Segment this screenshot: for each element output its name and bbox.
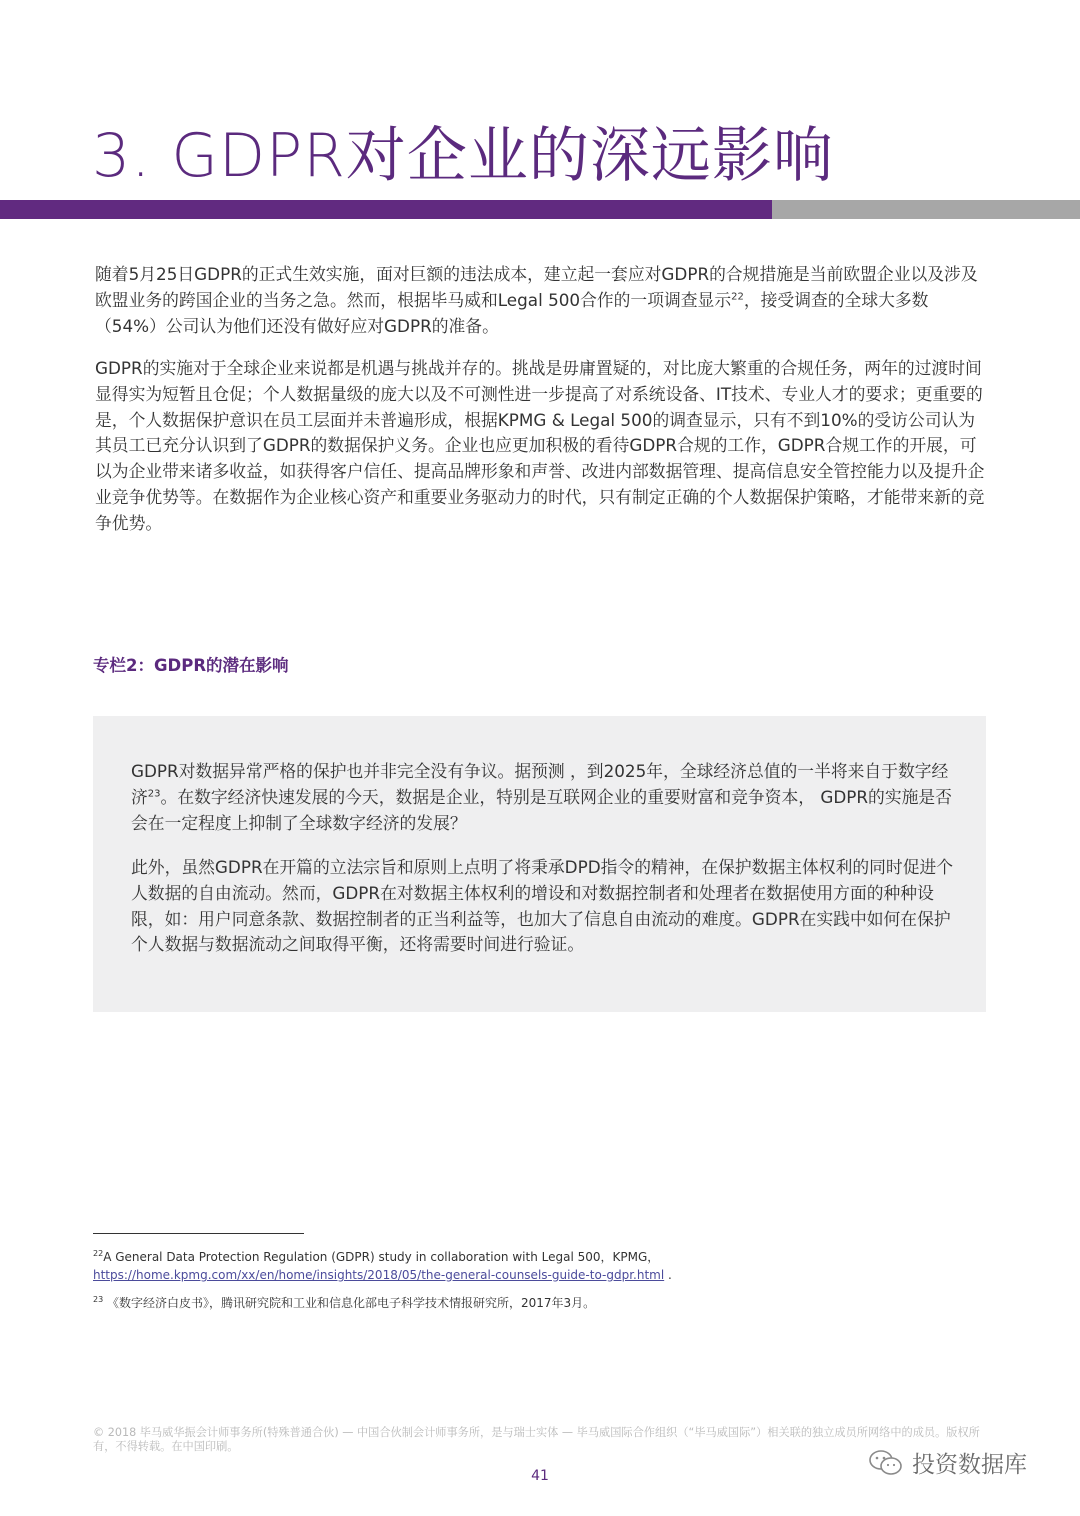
paragraph-1 [95,262,987,339]
paragraph-2-text: GDPR的实施对于全球企业来说都是机遇与挑战并存的。挑战是毋庸置疑的，对比庞大繁重的合规任务，两年的过渡时间显得实为短暂且仓促；个人数据量级的庞大以及不可测性进一步提高了对系统设备、IT技术、专业人才的要求；更重要的是，个人数据保护意识在员工层面并未普遍形成，根据KPMG & Legal 500的调查显示，只有不到10%的受访公司认为其员工已充分认识到了GDPR的数据保护义务。企业也应更加积极的看待GDPR合规的工作，GDPR合规工作的开展，可以为企业带来诸多收益，如获得客户信任、提高品牌形象和声誉、改进内部数据管理、提高信息安全管控能力以及提升企业竞争优势等。在数据作为企业核心资产和重要业务驱动力的时代，只有制定正确的个人数据保护策略，才能带来新的竞争优势。 [95,358,985,533]
callout-paragraph-1-text-b: 。在数字经济快速发展的今天，数据是企业，特别是互联网企业的重要财富和竞争资本， GDPR的实施是否会在一定程度上抑制了全球数字经济的发展？ [131,786,952,833]
paragraph-1-text-a: 随着5月25日GDPR的正式生效实施，面对巨额的违法成本，建立起一套应对GDPR的合规措施是当前欧盟企业以及涉及欧盟业务的跨国企业的当务之急。然而，根据毕马威和Legal 500合作的一项调查显示 [95,264,978,310]
footnote-22-link[interactable]: https://home.kpmg.com/xx/en/home/insights/2018/05/the-general-counsels-guide-to-gdpr.html [93,1268,665,1282]
callout-paragraph-1-text-a: GDPR对数据异常严格的保护也并非完全没有争议。据预测 ，到2025年，全球经济总值的一半将来自于数字经济 [131,761,949,807]
page-number: 41 [531,1468,549,1484]
title-divider-bar [0,200,1080,219]
footnote-22-number: 22 [93,1249,104,1258]
callout-box [93,716,986,1012]
footnote-ref-22[interactable]: 22 [731,291,744,303]
footnote-22-end: . [664,1268,672,1282]
watermark-text: 投资数据库 [912,1452,1027,1478]
footnote-22 [93,1248,986,1284]
callout-paragraph-1 [131,759,957,836]
footnote-divider [93,1233,304,1234]
paragraph-2 [95,356,987,537]
divider-purple-segment [0,200,772,219]
footnote-23-number: 23 [93,1295,104,1304]
divider-grey-segment [772,200,1080,219]
callout-paragraph-2-text: 此外，虽然GDPR在开篇的立法宗旨和原则上点明了将秉承DPD指令的精神，在保护数据主体权利的同时促进个人数据的自由流动。然而，GDPR在对数据主体权利的增设和对数据控制者和处理者在数据使用方面的种种设限，如：用户同意条款、数据控制者的正当利益等，也加大了信息自由流动的难度。GDPR在实践中如何在保护个人数据与数据流动之间取得平衡，还将需要时间进行验证。 [131,857,954,955]
footnote-ref-23[interactable]: 23 [147,788,161,800]
callout-paragraph-2 [131,855,957,958]
copyright-notice: © 2018 毕马威华振会计师事务所(特殊普通合伙) — 中国合伙制会计师事务所，是与瑞士实体 — 毕马威国际合作组织（“毕马威国际”）相关联的独立成员所网络中的成员。版权所有，不得转载。在中国印刷。 [93,1426,980,1453]
paragraph-1-text-b: ，接受调查的全球大多数（54%）公司认为他们还没有做好应对GDPR的准备。 [95,289,929,336]
page-title: 3. GDPR对企业的深远影响 [92,121,834,191]
sidebar-column-heading: 专栏2：GDPR的潜在影响 [93,656,289,675]
footnote-22-text: A General Data Protection Regulation (GDPR) study in collaboration with Legal 500，KPMG， [103,1250,660,1264]
chat-bubbles-icon [868,1448,904,1478]
footnote-23-text: 《数字经济白皮书》，腾讯研究院和工业和信息化部电子科学技术情报研究所，2017年3月。 [103,1296,596,1310]
footnote-23 [93,1294,986,1312]
watermark [868,1446,1027,1479]
